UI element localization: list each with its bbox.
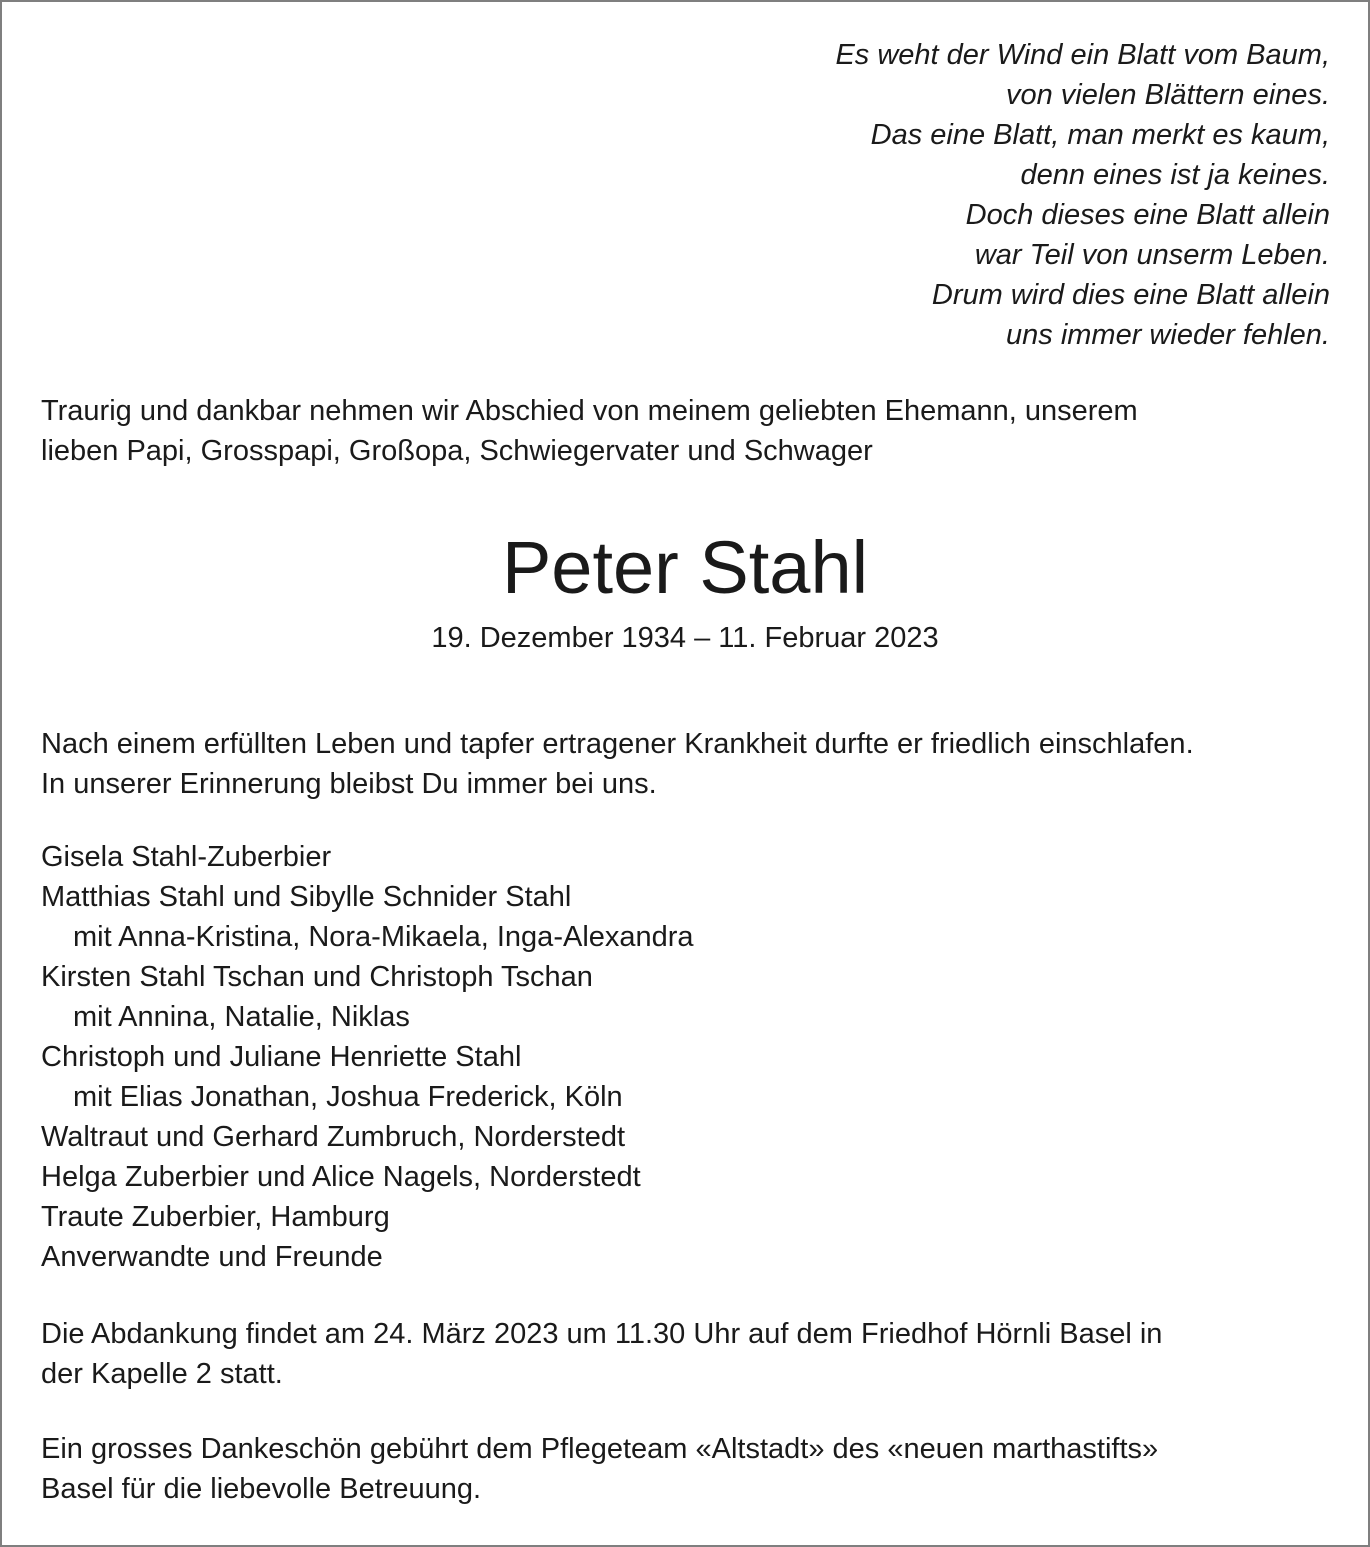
mourner-line: Gisela Stahl-Zuberbier (41, 841, 332, 873)
mourner-line: Traute Zuberbier, Hamburg (41, 1201, 390, 1233)
mourner-line: Waltraut und Gerhard Zumbruch, Norderstedt (41, 1121, 626, 1153)
mourner-line: Matthias Stahl und Sibylle Schnider Stahl (41, 881, 572, 913)
mourners-list (41, 837, 1338, 1277)
poem-line: Drum wird dies eine Blatt allein (931, 279, 1330, 311)
poem-line: denn eines ist ja keines. (1020, 159, 1330, 191)
poem-line: war Teil von unserm Leben. (974, 239, 1330, 271)
poem-line: von vielen Blättern eines. (1005, 79, 1330, 111)
message-line: Nach einem erfüllten Leben und tapfer ertragener Krankheit durfte er friedlich einschlafen. (41, 728, 1194, 760)
ceremony-line: der Kapelle 2 statt. (41, 1358, 283, 1390)
thanks-line: Ein grosses Dankeschön gebührt dem Pflegeteam «Altstadt» des «neuen marthastifts» (41, 1433, 1159, 1465)
life-dates: 19. Dezember 1934 – 11. Februar 2023 (431, 622, 939, 654)
mourner-line: Anverwandte und Freunde (41, 1241, 383, 1273)
mourner-line: Kirsten Stahl Tschan und Christoph Tschan (41, 961, 593, 993)
poem-line: Das eine Blatt, man merkt es kaum, (870, 119, 1330, 151)
message-line: In unserer Erinnerung bleibst Du immer bei uns. (41, 768, 657, 800)
deceased-name: Peter Stahl (501, 526, 869, 609)
thanks-paragraph (41, 1429, 1338, 1509)
mourner-subline: mit Anna-Kristina, Nora-Mikaela, Inga-Alexandra (73, 921, 694, 953)
intro-line: lieben Papi, Grosspapi, Großopa, Schwiegervater und Schwager (41, 435, 873, 467)
mourner-line: Christoph und Juliane Henriette Stahl (41, 1041, 522, 1073)
thanks-line: Basel für die liebevolle Betreuung. (41, 1473, 482, 1505)
poem-line: Doch dieses eine Blatt allein (965, 199, 1330, 231)
intro-line: Traurig und dankbar nehmen wir Abschied von meinem geliebten Ehemann, unserem (41, 395, 1138, 427)
message-paragraph (41, 724, 1338, 804)
mourner-line: Helga Zuberbier und Alice Nagels, Norderstedt (41, 1161, 641, 1193)
poem-line: Es weht der Wind ein Blatt vom Baum, (835, 39, 1330, 71)
poem (835, 35, 1330, 355)
mourner-subline: mit Annina, Natalie, Niklas (73, 1001, 410, 1033)
mourner-subline: mit Elias Jonathan, Joshua Frederick, Köln (73, 1081, 623, 1113)
intro-paragraph (41, 391, 1338, 471)
ceremony-paragraph (41, 1314, 1338, 1394)
poem-line: uns immer wieder fehlen. (1006, 319, 1330, 351)
ceremony-line: Die Abdankung findet am 24. März 2023 um 11.30 Uhr auf dem Friedhof Hörnli Basel in (41, 1318, 1163, 1350)
